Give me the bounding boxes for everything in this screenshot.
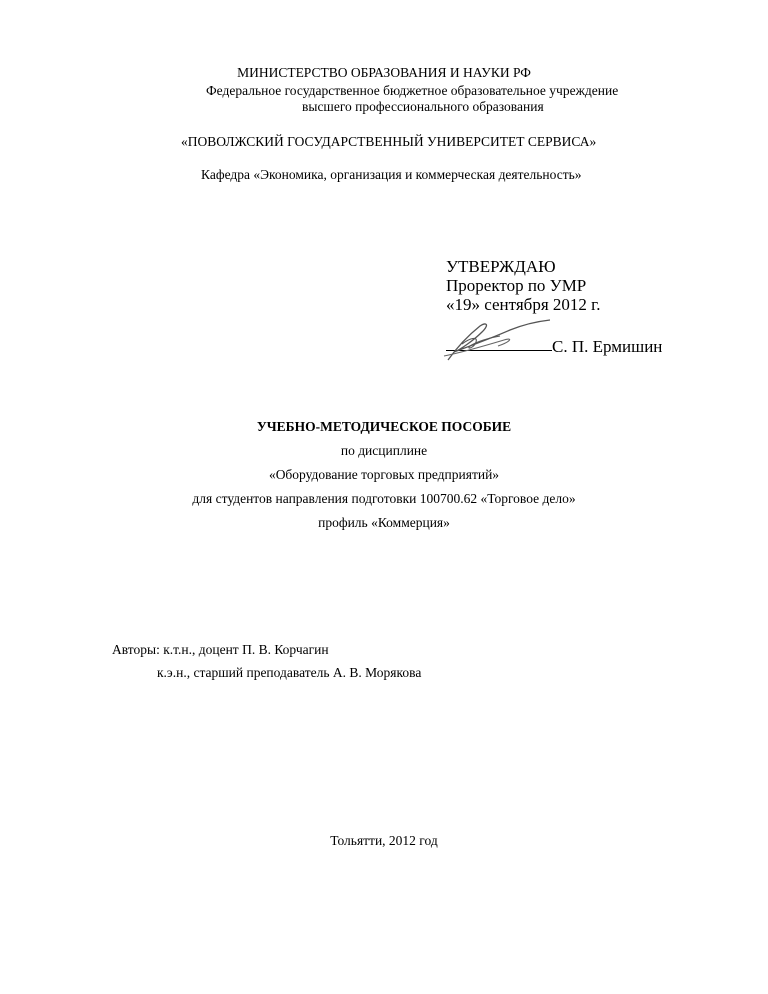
discipline-name: «Оборудование торговых предприятий»	[268, 467, 500, 482]
author-2: к.э.н., старший преподаватель А. В. Морякова	[157, 665, 422, 680]
profile-name: профиль «Коммерция»	[318, 515, 450, 530]
approval-position: Проректор по УМР	[446, 276, 587, 295]
institution-type-line-2: высшего профессионального образования	[302, 99, 544, 114]
department-name: Кафедра «Экономика, организация и коммерческая деятельность»	[201, 167, 582, 182]
institution-type-line-1: Федеральное государственное бюджетное образовательное учреждение	[206, 83, 619, 98]
discipline-intro: по дисциплине	[340, 443, 428, 458]
target-audience: для студентов направления подготовки 100700.62 «Торговое дело»	[192, 491, 576, 506]
place-and-year: Тольятти, 2012 год	[330, 833, 438, 848]
author-1: Авторы: к.т.н., доцент П. В. Корчагин	[112, 642, 329, 657]
ministry-title: МИНИСТЕРСТВО ОБРАЗОВАНИЯ И НАУКИ РФ	[237, 65, 531, 80]
approval-signatory: С. П. Ермишин	[552, 337, 663, 356]
document-title: УЧЕБНО-МЕТОДИЧЕСКОЕ ПОСОБИЕ	[256, 419, 512, 434]
university-name: «ПОВОЛЖСКИЙ ГОСУДАРСТВЕННЫЙ УНИВЕРСИТЕТ СЕРВИСА»	[181, 134, 597, 149]
approval-heading: УТВЕРЖДАЮ	[446, 257, 556, 276]
approval-date: «19» сентября 2012 г.	[446, 295, 601, 314]
